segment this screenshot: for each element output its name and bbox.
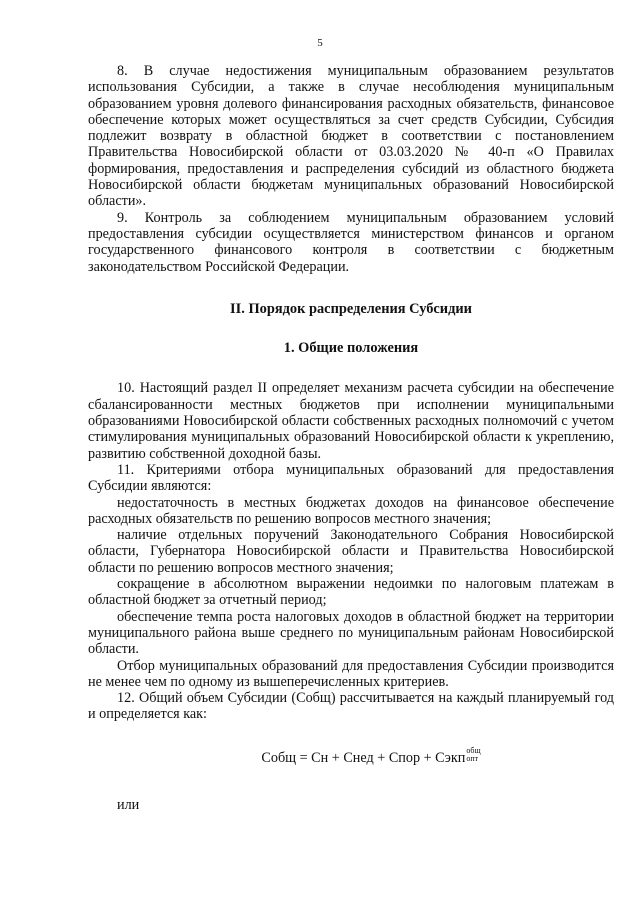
formula-subscript: опт	[466, 754, 479, 764]
section-title: II. Порядок распределения Субсидии	[230, 300, 472, 317]
paragraph-10: 10. Настоящий раздел II определяет механизм расчета субсидии на обеспечение сбалансированности местных бюджетов при исполнении муниципальными образованиями Новосибирской области собственных расходных полномочий с учетом стимулирования муниципальных образований Новосибирской области к укреплению, развитию собственной доходной базы.	[88, 380, 614, 462]
formula-superscript: общ	[466, 746, 481, 756]
or-text: или	[117, 796, 140, 813]
criterion-3: сокращение в абсолютном выражении недоимки по налоговым платежам в областной бюджет за отчетный период;	[88, 576, 614, 609]
criterion-1: недостаточность в местных бюджетах доходов на финансовое обеспечение расходных обязательств по решению вопросов местного значения;	[88, 494, 614, 527]
paragraph-12: 12. Общий объем Субсидии (Собщ) рассчитывается на каждый планируемый год и определяется как:	[88, 690, 614, 723]
total-subsidy-formula	[88, 746, 614, 767]
page-number: 5	[317, 37, 323, 49]
document-body	[88, 63, 614, 813]
subsection-title: 1. Общие положения	[283, 340, 419, 357]
formula-indices	[466, 747, 480, 763]
paragraph-11: 11. Критериями отбора муниципальных образований для предоставления Субсидии являются:	[88, 461, 614, 495]
selection-paragraph: Отбор муниципальных образований для предоставления Субсидии производится не менее чем по одному из вышеперечисленных критериев.	[88, 657, 614, 690]
criterion-2: наличие отдельных поручений Законодательного Собрания Новосибирской области, Губернатора Новосибирской области и Правительства Новосибирской области по решению вопросов местного значения;	[88, 527, 614, 576]
paragraph-8: 8. В случае недостижения муниципальным образованием результатов использования Субсидии, а также в случае несоблюдения муниципальным образованием уровня долевого финансирования расходных обязательств, финансовое обеспечение которых может осуществляться за счет средств Субсидии, Субсидия подлежит возврату в областной бюджет в соответствии с постановлением Правительства Новосибирской области от 03.03.2020 № 40-п «О Правилах формирования, предоставления и распределения субсидий из областного бюджета Новосибирской области бюджетам муниципальных образований Новосибирской области».	[88, 63, 614, 210]
formula-main: Собщ = Сн + Снед + Спор + Сэкп	[261, 749, 466, 766]
paragraph-9: 9. Контроль за соблюдением муниципальным образованием условий предоставления субсидии осуществляется министерством финансов и органом государственного финансового контроля в соответствии с бюджетным законодательством Российской Федерации.	[88, 209, 614, 275]
criterion-4: обеспечение темпа роста налоговых доходов в областной бюджет на территории муниципального района выше среднего по муниципальным районам Новосибирской области.	[88, 608, 614, 658]
